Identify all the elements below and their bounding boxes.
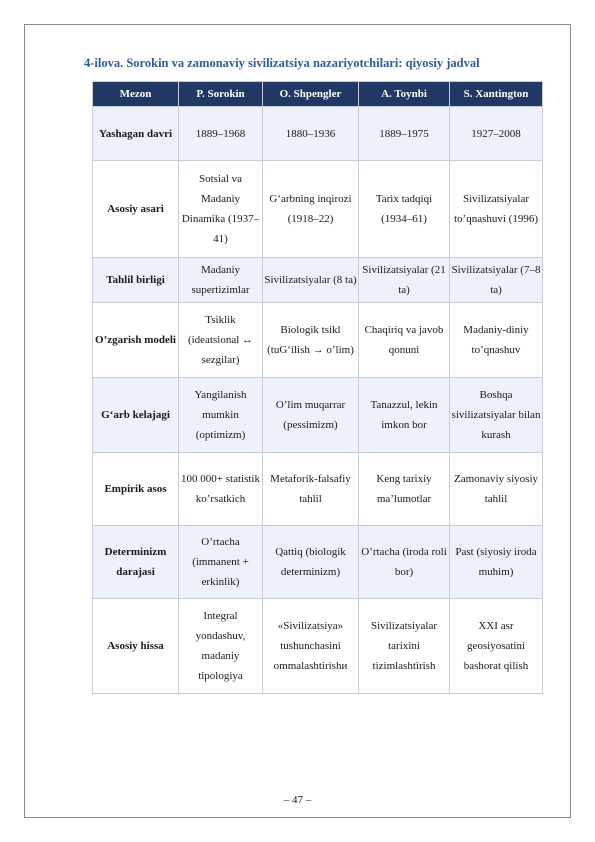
table-cell: «Sivilizatsiya» tushunchasini ommalashtirishи	[263, 599, 359, 694]
table-cell: Sivilizatsiyalar tarixini tizimlashtirish	[359, 599, 450, 694]
table-cell: Sivilizatsiyalar (8 ta)	[263, 258, 359, 303]
table-cell: 1889–1975	[359, 107, 450, 161]
table-row	[93, 599, 543, 694]
table-row	[93, 453, 543, 526]
table-cell: Past (siyosiy iroda muhim)	[450, 526, 543, 599]
header-toynbee: A. Toynbi	[359, 82, 450, 107]
table-header-row	[93, 82, 543, 107]
table-cell: Keng tarixiy ma’lumotlar	[359, 453, 450, 526]
table-cell: Sotsial va Madaniy Dinamika (1937–41)	[179, 161, 263, 258]
row-label: O’zgarish modeli	[93, 303, 179, 378]
header-sorokin: P. Sorokin	[179, 82, 263, 107]
table-cell: Zamonaviy siyosiy tahlil	[450, 453, 543, 526]
table-cell: O’lim muqarrar (pessimizm)	[263, 378, 359, 453]
row-label: Determinizm darajasi	[93, 526, 179, 599]
table-cell: 1880–1936	[263, 107, 359, 161]
table-cell: Biologik tsikl (tuG‘ilish → o’lim)	[263, 303, 359, 378]
table-cell: Boshqa sivilizatsiyalar bilan kurash	[450, 378, 543, 453]
table-cell: Madaniy-diniy to’qnashuv	[450, 303, 543, 378]
table-cell: 1927–2008	[450, 107, 543, 161]
table-row	[93, 107, 543, 161]
header-huntington: S. Xantington	[450, 82, 543, 107]
table-cell: 100 000+ statistik ko’rsatkich	[179, 453, 263, 526]
comparison-table	[92, 81, 543, 694]
page-title: 4-ilova. Sorokin va zamonaviy sivilizatsiya nazariyotchilari: qiyosiy jadval	[84, 56, 480, 70]
table-cell: Yangilanish mumkin (optimizm)	[179, 378, 263, 453]
table-cell: Sivilizatsiyalar to’qnashuvi (1996)	[450, 161, 543, 258]
table-cell: XXI asr geosiyosatini bashorat qilish	[450, 599, 543, 694]
table-cell: O’rtacha (iroda roli bor)	[359, 526, 450, 599]
row-label: G‘arb kelajagi	[93, 378, 179, 453]
table-row	[93, 303, 543, 378]
row-label: Asosiy asari	[93, 161, 179, 258]
header-spengler: O. Shpengler	[263, 82, 359, 107]
row-label: Empirik asos	[93, 453, 179, 526]
table-cell: G‘arbning inqirozi (1918–22)	[263, 161, 359, 258]
row-label: Tahlil birligi	[93, 258, 179, 303]
header-criterion: Mezon	[93, 82, 179, 107]
table-cell: Metaforik-falsafiy tahlil	[263, 453, 359, 526]
table-cell: Qattiq (biologik determinizm)	[263, 526, 359, 599]
page-number: – 47 –	[283, 794, 312, 806]
table-cell: Integral yondashuv, madaniy tipologiya	[179, 599, 263, 694]
table-row	[93, 378, 543, 453]
table-cell: Sivilizatsiyalar (7–8 ta)	[450, 258, 543, 303]
table-cell: Tarix tadqiqi (1934–61)	[359, 161, 450, 258]
row-label: Yashagan davri	[93, 107, 179, 161]
table-cell: 1889–1968	[179, 107, 263, 161]
table-row	[93, 526, 543, 599]
table-cell: Sivilizatsiyalar (21 ta)	[359, 258, 450, 303]
table-cell: O’rtacha (immanent + erkinlik)	[179, 526, 263, 599]
table-cell: Chaqiriq va javob qonuni	[359, 303, 450, 378]
table-cell: Madaniy supertizimlar	[179, 258, 263, 303]
row-label: Asosiy hissa	[93, 599, 179, 694]
table-cell: Tanazzul, lekin imkon bor	[359, 378, 450, 453]
table-cell: Tsiklik (ideatsional ↔ sezgilar)	[179, 303, 263, 378]
table-row	[93, 258, 543, 303]
table-row	[93, 161, 543, 258]
